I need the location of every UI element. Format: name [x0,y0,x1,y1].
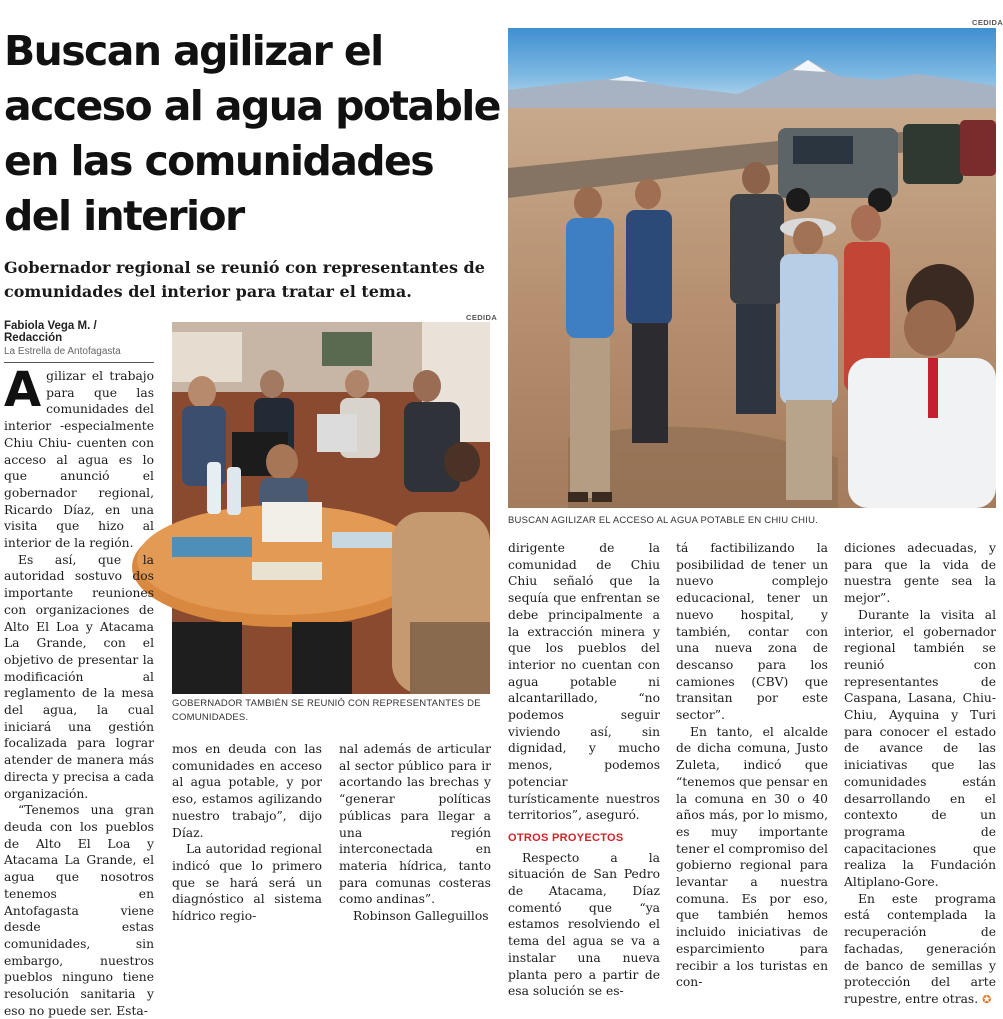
headline: Buscan agilizar el acceso al agua potable en las comunidades del interior [4,27,500,240]
lead-paragraph [4,362,154,552]
meeting-photo [172,322,490,694]
article-column-3 [339,741,491,924]
subheadline: Gobernador regional se reunió con representantes de comunidades del interior para tratar el tema. [4,258,485,301]
paragraph: Respecto a la situación de San Pedro de Atacama, Díaz comentó que “ya estamos resolviendo el tema del agua se va a instalar una nueva planta pero a partir de esa solución se es- [508,850,660,999]
paragraph: Durante la visita al interior, el gobernador regional también se reunió con representantes de Caspana, Lasana, Chiu-Chiu, Ayquina y Turi para conocer el estado de avance de las iniciativas que las comunidades están desarrollando en el contexto de un programa de capacitaciones que realiza la Fundación Altiplano-Gore. [844,607,996,890]
section-heading: OTROS PROYECTOS [508,831,624,844]
desert-meeting-photo [508,28,996,508]
main-photo-credit: CEDIDA [972,18,1003,27]
paragraph: “Tenemos una gran deuda con los pueblos de Alto El Loa y Atacama La Grande, el agua que nosotros tenemos en Antofagasta viene desde estas comunidades, sin embargo, nuestros pueblos ninguno tiene resolución sanitaria y eso no puede ser. Esta- [4,803,154,1018]
article-column-6 [844,540,996,1006]
paragraph: Robinson Galleguillos [353,909,489,924]
article-column-2 [172,741,322,924]
paragraph: En tanto, el alcalde de dicha comuna, Justo Zuleta, indicó que “tenemos que pensar en la comuna en 30 o 40 años más, por lo mismo, es muy importante tener el compromiso del gobierno regional para levantar a nuestra comuna. Es por eso, que también hemos incluido iniciativas de esparcimiento para recibir a los turistas en con- [676,724,828,990]
paragraph: dirigente de la comunidad de Chiu Chiu señaló que la sequía que enfrentan se debe principalmente a la extracción minera y que los pueblos del interior no cuentan con agua potable ni alcantarillado, “no podemos seguir viviendo así, sin dignidad, y mucho menos, podemos potenciar turísticamente nuestros territorios”, aseguró. [508,541,660,823]
main-photo [508,28,996,508]
main-photo-caption: BUSCAN AGILIZAR EL ACCESO AL AGUA POTABLE EN CHIU CHIU. [508,515,818,526]
dropcap: A [4,362,42,418]
paragraph: Es así, que la autoridad sostuvo dos importante reuniones con organizaciones de Alto El Loa y Atacama La Grande, con el objetivo de presentar la modificación al reglamento de la mesa del agua, la cual iniciará una gestión focalizada para lograr atender de manera más directa y precisa a cada organización. [4,552,154,801]
paragraph: nal además de articular al sector público para ir acortando las brechas y “generar políticas públicas para llegar a una región interconectada en materia hídrica, tanto para comunas costeras como andinas”. [339,742,491,907]
paragraph [844,891,996,1009]
meeting-room-photo [172,322,490,694]
meeting-photo-caption: GOBERNADOR TAMBIÉN SE REUNIÓ CON REPRESENTANTES DE COMUNIDADES. [172,698,481,723]
paragraph: mos en deuda con las comunidades en acceso al agua potable, y por eso, estamos agilizando nuestro trabajo”, dijo Díaz. [172,742,322,840]
paragraph: tá factibilizando la posibilidad de tener un nuevo complejo educacional, tener un nuevo hospital, y también, contar con una nueva zona de descanso para los camiones (CBV) que transitan por este sector”. [676,541,828,723]
end-mark-icon: ✪ [982,992,992,1006]
article-column-4 [508,540,660,999]
lead-text: gilizar el trabajo para que las comunidades del interior -especialmente Chiu Chiu- cuenten con acceso al agua es lo que anunció el gobernador regional, Ricardo Díaz, en una visita que hizo al interior de la región. [4,369,154,551]
paragraph: La autoridad regional indicó que lo primero que se hará será un diagnóstico al sistema hídrico regio- [172,842,322,924]
byline [4,320,154,363]
author-name: Fabiola Vega M. / Redacción [4,320,97,344]
article-column-1 [4,362,154,1018]
closing-text: En este programa está contemplada la recuperación de fachadas, generación de banco de semillas y protección del arte rupestre, entre otras. [844,891,996,1006]
article-column-5 [676,540,828,990]
meeting-photo-credit: CEDIDA [466,313,498,322]
outlet-name: La Estrella de Antofagasta [4,346,121,357]
paragraph: diciones adecuadas, y para que la vida de nuestra gente sea la mejor”. [844,541,996,606]
